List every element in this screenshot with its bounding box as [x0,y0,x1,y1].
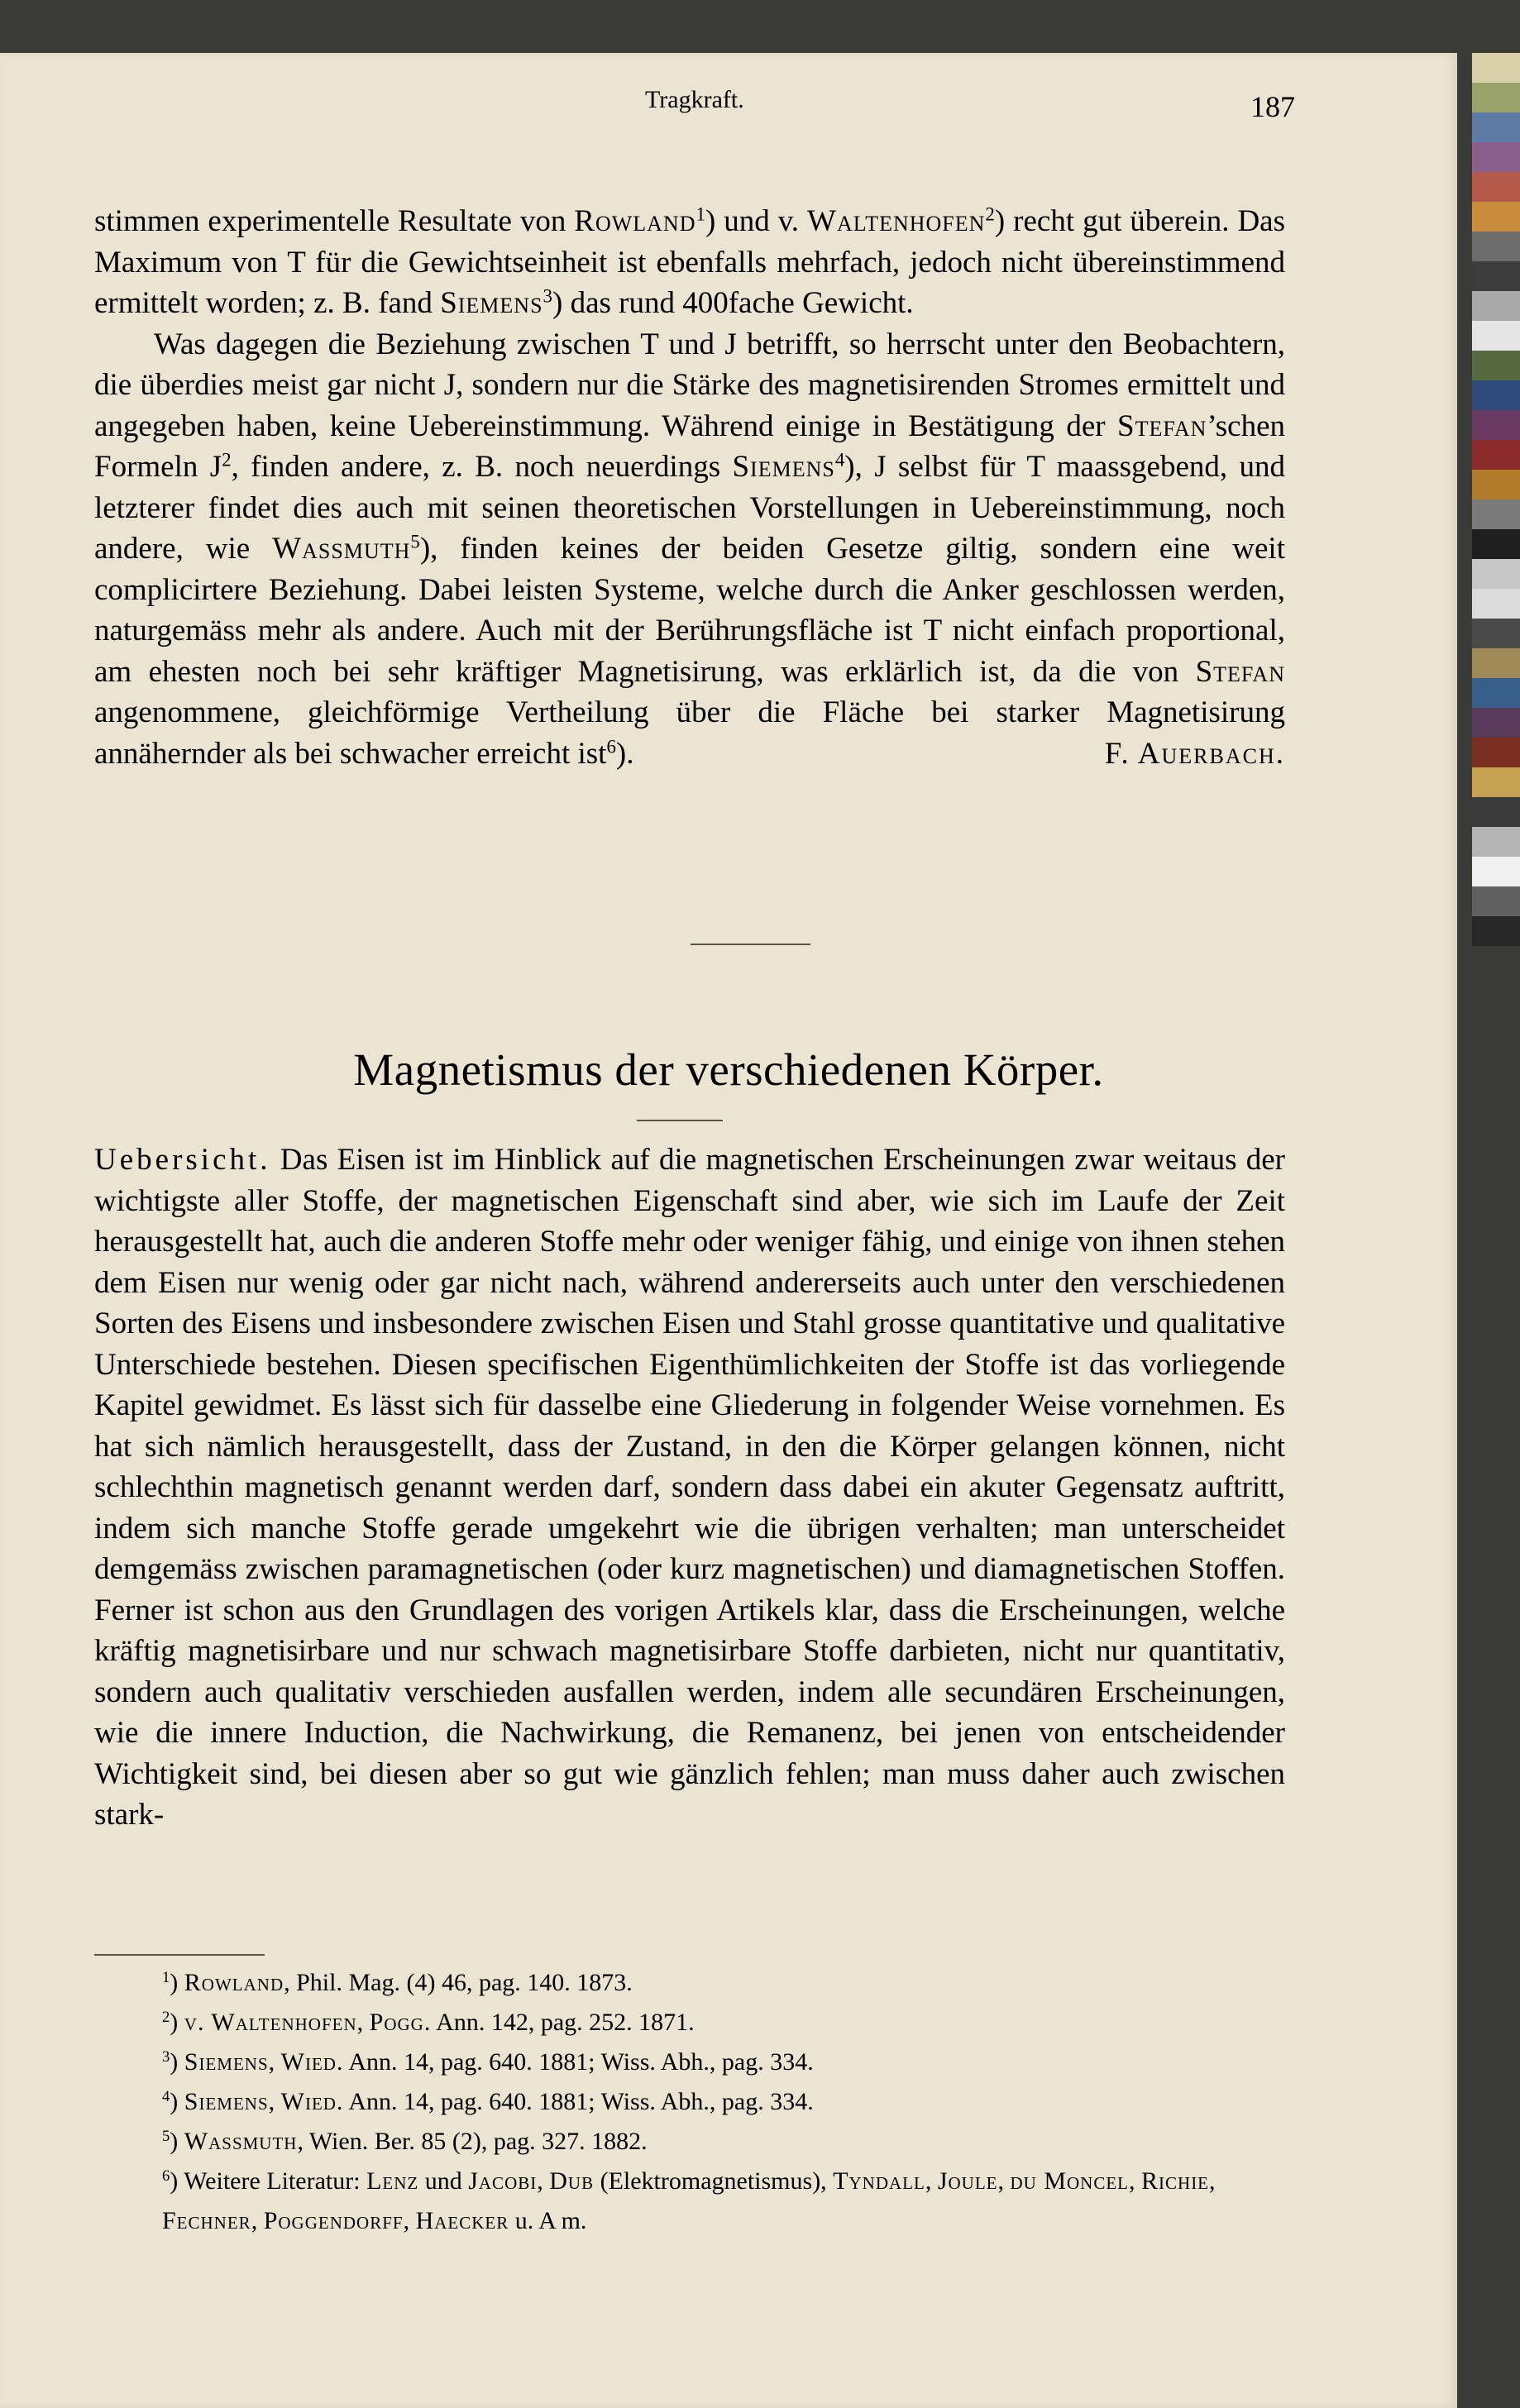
calibration-swatch [1472,529,1520,559]
author-name: Siemens [440,286,543,320]
author-name: Stefan [1117,408,1207,443]
footnote: $^3$) Siemens, Wied. Ann. 14, pag. 640. 1881; Wiss. Abh., pag. 334. [162,2047,814,2076]
calibration-swatch [1472,112,1520,142]
calibration-swatch [1472,499,1520,529]
author-name: Siemens [184,2088,269,2115]
footnote: $^2$) v. Waltenhofen, Pogg. Ann. 142, pag. 252. 1871. [162,2008,695,2036]
section-divider [691,944,810,945]
calibration-swatch [1472,857,1520,886]
paragraph: Was dagegen die Beziehung zwischen T und J betrifft, so herrscht unter den Beobachtern, die überdies meist gar nicht J, sondern nur die Stärke des magnetisirenden Stromes ermittelt und angegeben haben, keine Uebereinstimmung. Während einige in Bestätigung der Stefan’schen Formeln $J^2$, finden andere, z. B. noch neuerdings Siemens$^4$), J selbst für T maassgebend, und letzterer findet dies auch mit seinen theoretischen Vorstellungen in Uebereinstimmung, noch andere, wie Wassmuth$^5$), finden keines der beiden Gesetze giltig, sondern eine weit complicirtere Beziehung. Dabei leisten Systeme, welche durch die Anker geschlossen werden, naturgemäss mehr als andere. Auch mit der Berührungsfläche ist T nicht einfach proportional, am ehesten noch bei sehr kräftiger Magnetisirung, was erklärlich ist, da die von Stefan angenommene, gleichförmige Vertheilung über die Fläche bei starker Magnetisirung annähernder als bei schwacher erreicht ist$^6$). F. Auerbach. [94,324,1285,775]
author-name: Jacobi [468,2167,538,2195]
footnote: $^5$) Wassmuth, Wien. Ber. 85 (2), pag. 327. 1882. [162,2127,648,2155]
calibration-swatch [1472,291,1520,321]
calibration-swatch [1472,142,1520,172]
calibration-swatch [1472,559,1520,589]
footnote-ref: 5 [410,531,420,552]
author-signature: F. Auerbach. [1104,736,1285,771]
color-calibration-strip [1472,53,1520,954]
calibration-swatch [1472,797,1520,827]
author-name: Siemens [732,450,835,484]
author-name: Haecker [415,2207,509,2234]
lead-word: Uebersicht. [94,1143,271,1177]
footnote: $^1$) Rowland, Phil. Mag. (4) 46, pag. 140. 1873. [162,1968,633,1996]
author-name: Rowland [574,204,696,238]
author-name: Lenz [366,2167,419,2195]
section-title: Magnetismus der verschiedenen Körper. [353,1044,1104,1095]
calibration-swatch [1472,410,1520,440]
paragraph: stimmen experimentelle Resultate von Rowland$^1$) und v. Waltenhofen$^2$) recht gut überein. Das Maximum von T für die Gewichtseinheit ist ebenfalls mehrfach, jedoch nicht übereinstimmend ermittelt worden; z. B. fand Siemens$^3$) das rund 400fache Gewicht. [94,203,1285,320]
calibration-swatch [1472,440,1520,470]
exponent: 2 [222,449,232,471]
author-name: Richie [1141,2167,1210,2195]
footnote-number: 6 [162,2167,170,2185]
calibration-swatch [1472,470,1520,499]
calibration-swatch [1472,767,1520,797]
calibration-swatch [1472,738,1520,767]
title-underline [637,1120,723,1121]
author-name: Rowland [184,1969,284,1996]
author-name: Stefan [1195,654,1285,689]
journal-name: Wied. [280,2088,344,2115]
calibration-swatch [1472,589,1520,619]
calibration-swatch [1472,172,1520,202]
running-title: Tragkraft. [645,86,744,113]
calibration-swatch [1472,708,1520,738]
footnotes [94,1963,1285,2241]
calibration-swatch [1472,202,1520,232]
page-number: 187 [1250,90,1295,123]
footnote-number: 4 [162,2087,170,2105]
footnote-ref: 6 [606,735,616,757]
calibration-swatch [1472,351,1520,380]
calibration-swatch [1472,380,1520,410]
author-name: Wassmuth [184,2128,298,2155]
footnote-ref: 4 [834,449,845,471]
footnote-divider [94,1954,265,1956]
calibration-swatch [1472,886,1520,916]
calibration-swatch [1472,916,1520,946]
author-name: v. Waltenhofen [184,2009,357,2036]
author-name: du Moncel [1010,2167,1130,2195]
author-name: Dub [549,2167,595,2195]
calibration-swatch [1472,619,1520,648]
calibration-swatch [1472,321,1520,351]
author-name: Wassmuth [272,532,411,566]
calibration-swatch [1472,53,1520,83]
text-block-tragkraft [94,201,1285,774]
journal-name: Wied. [280,2048,344,2076]
calibration-swatch [1472,232,1520,261]
footnote: $^6$) Weitere Literatur: Lenz und Jacobi, Dub (Elektromagnetismus), Tyndall, Joule, du Moncel, Richie, Fechner, Poggendorff, Haecker u. A m. [162,2167,1216,2234]
calibration-swatch [1472,83,1520,112]
footnote-ref: 2 [985,203,995,225]
author-name: Siemens [184,2048,269,2076]
author-name: Waltenhofen [807,204,986,238]
footnote-ref: 3 [543,285,553,307]
footnote-number: 3 [162,2047,170,2066]
footnote-number: 2 [162,2008,170,2026]
calibration-swatch [1472,678,1520,708]
calibration-swatch [1472,648,1520,678]
author-name: Poggendorff [263,2207,404,2234]
paragraph: Uebersicht. Das Eisen ist im Hinblick auf die magnetischen Erscheinungen zwar weitaus der wichtigste aller Stoffe, der magnetischen Eigenschaft sind aber, wie sich im Laufe der Zeit herausgestellt hat, auch die anderen Stoffe mehr oder weniger fähig, und einige von ihnen stehen dem Eisen nur wenig oder gar nicht nach, während andererseits auch unter den verschiedenen Sorten des Eisens und insbesondere zwischen Eisen und Stahl grosse quantitative und qualitative Unterschiede bestehen. Diesen specifischen Eigenthümlichkeiten der Stoffe ist das vorliegende Kapitel gewidmet. Es lässt sich für dasselbe eine Gliederung in folgender Weise vornehmen. Es hat sich nämlich herausgestellt, dass der Zustand, in den die Körper gelangen können, nicht schlechthin magnetisch genannt werden darf, sondern dass dabei ein akuter Gegensatz auftritt, indem sich manche Stoffe gerade umgekehrt wie die übrigen verhalten; man unterscheidet demgemäss zwischen paramagnetischen (oder kurz magnetischen) und diamagnetischen Stoffen. Ferner ist schon aus den Grundlagen des vorigen Artikels klar, dass die Erscheinungen, welche kräftig magnetisirbare und nur schwach magnetisirbare Stoffe darbieten, nicht nur quantitativ, sondern auch qualitativ verschieden ausfallen werden, indem alle secundären Erscheinungen, wie die innere Induction, die Nachwirkung, die Remanenz, bei jenen von entscheidender Wichtigkeit sind, bei diesen aber so gut wie gänzlich fehlen; man muss daher auch zwischen stark- [94,1143,1285,1832]
footnote-number: 1 [162,1968,170,1986]
text-block-magnetismus [94,1140,1285,1836]
journal-name: Pogg. [369,2009,432,2036]
footnote-number: 5 [162,2127,170,2145]
author-name: Tyndall [833,2167,925,2195]
calibration-swatch [1472,261,1520,291]
calibration-swatch [1472,827,1520,857]
footnote: $^4$) Siemens, Wied. Ann. 14, pag. 640. 1881; Wiss. Abh., pag. 334. [162,2087,814,2115]
author-name: Joule [937,2167,998,2195]
footnote-ref: 1 [695,203,705,225]
author-name: Fechner [162,2207,251,2234]
